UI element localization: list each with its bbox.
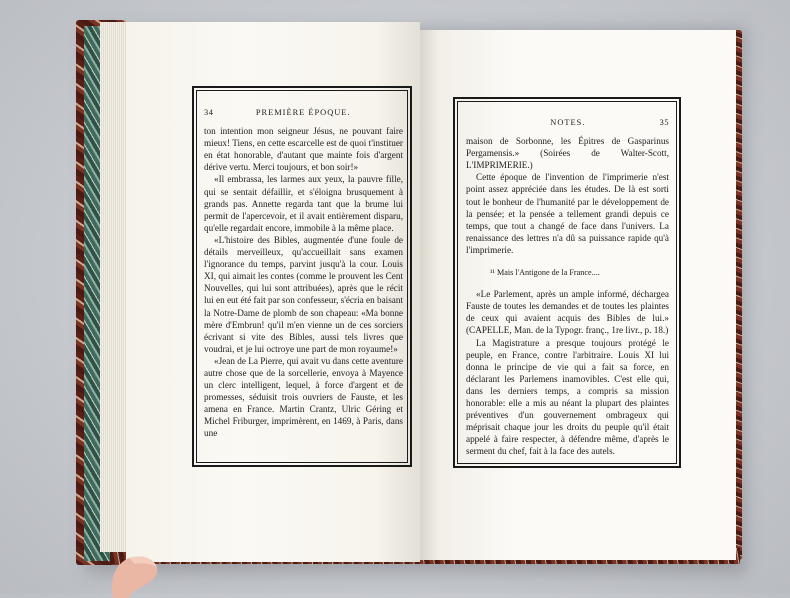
right-page-header: [466, 117, 669, 129]
hand-thumb: [95, 528, 165, 598]
running-head: PREMIÈRE ÉPOQUE.: [255, 108, 351, 117]
paragraph: ton intention mon seigneur Jésus, ne pouvant faire mieux! Tiens, en cette escarcelle est de quoi t'instituer en état honorable, d'autant que mainte fois d'argent dérive vertu. Merci toujours, et bon soir!»: [204, 126, 403, 173]
right-page-text: [466, 117, 669, 457]
footnote-heading: ¹¹ Mais l'Antigone de la France....: [490, 268, 600, 278]
paragraph: maison de Sorbonne, les Épitres de Gasparinus Pergamensis.» (Soirées de Walter-Scott, L'IMPRIMERIE.): [466, 136, 669, 171]
paragraph: «Jean de La Pierre, qui avait vu dans cette aventure autre chose que de la sorcellerie, envoya à Mayence un clerc intelligent, lequel, à force d'argent et de promesses, séduisit trois ouvriers de Fauste, et les amena en France. Martin Crantz, Ulric Géring et Michel Friburger, imprimèrent, en 1469, à Paris, dans une: [204, 355, 403, 439]
paragraph: Cette époque de l'invention de l'imprimerie n'est point assez appréciée dans les études. De là est sorti tout le bonheur de l'humanité par le développement de la pensée; et la pensée a tellement grandi depuis ce temps, que tout a changé de face dans l'univers. La renaissance des lettres n'a dû sa puissance rapide qu'à l'imprimerie.: [466, 172, 669, 255]
paragraph: «Il embrassa, les larmes aux yeux, la pauvre fille, qui se sentait défaillir, et s'éloigna brusquement à grands pas. Annette regarda tant que la brume lui permit de l'apercevoir, et il avait entièrement disparu, qu'elle regardait encore, immobile à la même place.: [204, 174, 403, 233]
paragraph: «L'histoire des Bibles, augmentée d'une foule de détails merveilleux, qu'accueillait sans examen l'ignorance du temps, parvint jusqu'à la cour. Louis XI, qui aimait les contes (comme le prouvent les Cent Nouvelles, qui lui sont attribuées), après que le récit lui en eut été fait par son confesseur, s'écria en baisant la Notre-Dame de plomb de son chapeau: «Ma bonne mère d'Embrun! qu'il m'en vienne un de ces sorciers écrivant si vite des Bibles, aussi tels livres que voudrai, et je lui octroye une part de mon royaume!»: [204, 234, 403, 354]
page-number: 34: [204, 108, 214, 117]
paragraph: La Magistrature a presque toujours protégé le peuple, en France, contre l'arbitraire. Louis XI lui donna le principe de vie qui a fait sa force, en déclarant les Parlemens inamovibles. C'est elle qui, dans les derniers temps, a compris sa mission honorable: elle a mis au néant la plupart des plaintes préventives d'un gouvernement ombrageux qui méprisait chaque jour les droits du peuple qu'il était appelé à faire respecter, à défendre même, d'après le serment du chef, fait à la face des autels.: [466, 337, 669, 457]
page-number: 35: [659, 118, 669, 127]
paragraph: «Le Parlement, après un ample informé, déchargea Fauste de toutes les demandes et de toutes les plaintes de ceux qui avaient acquis des Bibles de lui.» (CAPELLE, Man. de la Typogr. franç., 1re livr., p. 18.): [466, 289, 669, 336]
left-page-header: [204, 107, 403, 119]
left-page-text: [204, 107, 403, 440]
running-head: NOTES.: [550, 118, 586, 127]
